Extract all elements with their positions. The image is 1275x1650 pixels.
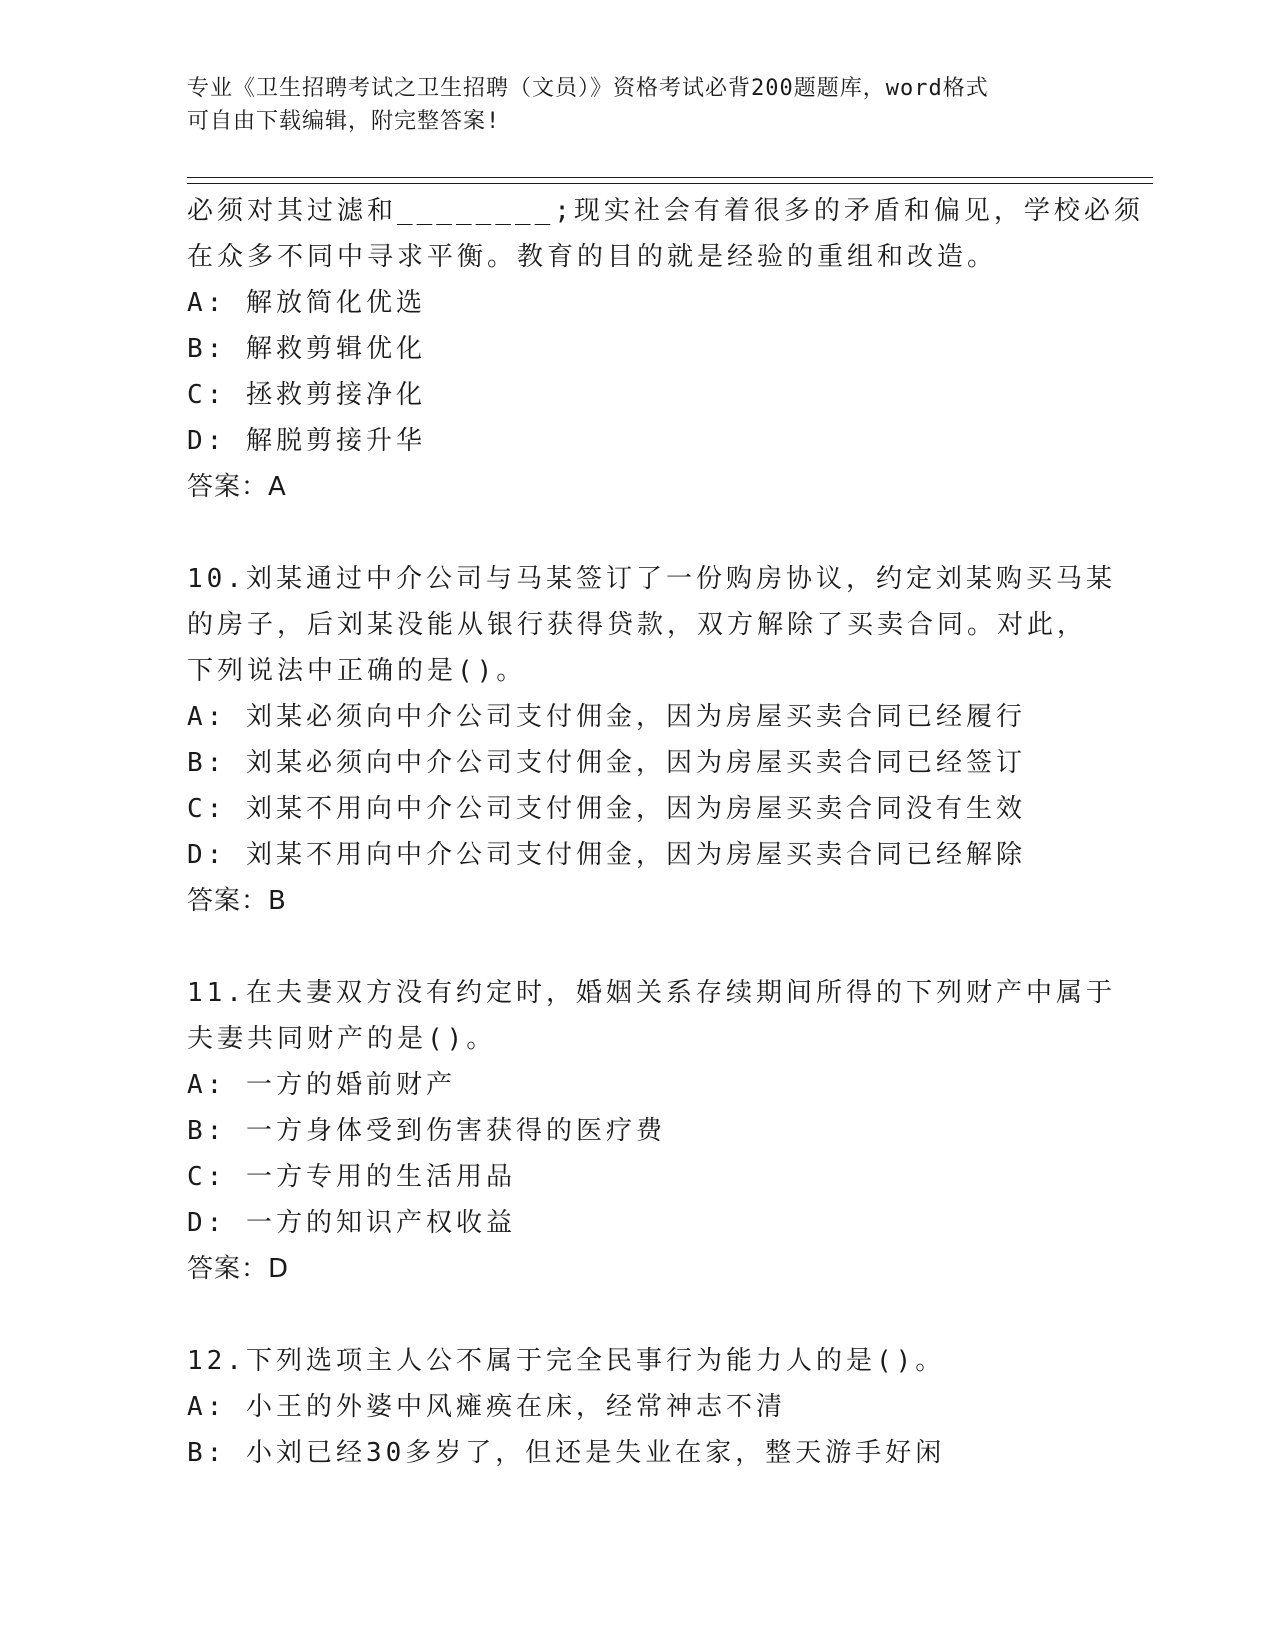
option-d: D: 刘某不用向中介公司支付佣金，因为房屋买卖合同已经解除 bbox=[187, 840, 1026, 870]
header-divider-bottom bbox=[187, 183, 1153, 184]
option-a: A: 解放简化优选 bbox=[187, 288, 426, 318]
question-stem: 10.刘某通过中介公司与马某签订了一份购房协议，约定刘某购买马某 bbox=[187, 564, 1116, 594]
header-divider-top bbox=[187, 177, 1153, 178]
option-b: B: 解救剪辑优化 bbox=[187, 334, 426, 364]
question-stem: 夫妻共同财产的是()。 bbox=[187, 1024, 497, 1054]
question-content bbox=[187, 188, 1144, 1476]
question-stem: 12.下列选项主人公不属于完全民事行为能力人的是()。 bbox=[187, 1346, 946, 1376]
question-stem: 在众多不同中寻求平衡。教育的目的就是经验的重组和改造。 bbox=[187, 242, 998, 272]
question-11 bbox=[187, 970, 1116, 1292]
answer-label: 答案：A bbox=[187, 472, 287, 502]
question-stem: 下列说法中正确的是()。 bbox=[187, 656, 527, 686]
header-title-line2: 可自由下载编辑，附完整答案! bbox=[187, 109, 501, 134]
option-d: D: 解脱剪接升华 bbox=[187, 426, 426, 456]
question-stem: 的房子，后刘某没能从银行获得贷款，双方解除了买卖合同。对此， bbox=[187, 610, 1088, 640]
option-c: C: 刘某不用向中介公司支付佣金，因为房屋买卖合同没有生效 bbox=[187, 794, 1026, 824]
option-b: B: 小刘已经30多岁了，但还是失业在家，整天游手好闲 bbox=[187, 1438, 946, 1468]
answer-label: 答案：D bbox=[187, 1254, 290, 1284]
header-title-line1: 专业《卫生招聘考试之卫生招聘（文员）》资格考试必背200题题库，word格式 bbox=[187, 76, 989, 101]
document-header bbox=[187, 72, 1067, 138]
question-10 bbox=[187, 556, 1116, 924]
option-a: A: 小王的外婆中风瘫痪在床，经常神志不清 bbox=[187, 1392, 786, 1422]
option-a: A: 一方的婚前财产 bbox=[187, 1070, 456, 1100]
option-c: C: 拯救剪接净化 bbox=[187, 380, 426, 410]
question-stem: 11.在夫妻双方没有约定时，婚姻关系存续期间所得的下列财产中属于 bbox=[187, 978, 1116, 1008]
answer-label: 答案：B bbox=[187, 886, 287, 916]
option-b: B: 一方身体受到伤害获得的医疗费 bbox=[187, 1116, 666, 1146]
option-a: A: 刘某必须向中介公司支付佣金，因为房屋买卖合同已经履行 bbox=[187, 702, 1026, 732]
question-12 bbox=[187, 1338, 1087, 1476]
question-9 bbox=[187, 188, 1144, 510]
option-b: B: 刘某必须向中介公司支付佣金，因为房屋买卖合同已经签订 bbox=[187, 748, 1026, 778]
option-c: C: 一方专用的生活用品 bbox=[187, 1162, 516, 1192]
option-d: D: 一方的知识产权收益 bbox=[187, 1208, 516, 1238]
question-stem: 必须对其过滤和________;现实社会有着很多的矛盾和偏见，学校必须 bbox=[187, 196, 1144, 226]
